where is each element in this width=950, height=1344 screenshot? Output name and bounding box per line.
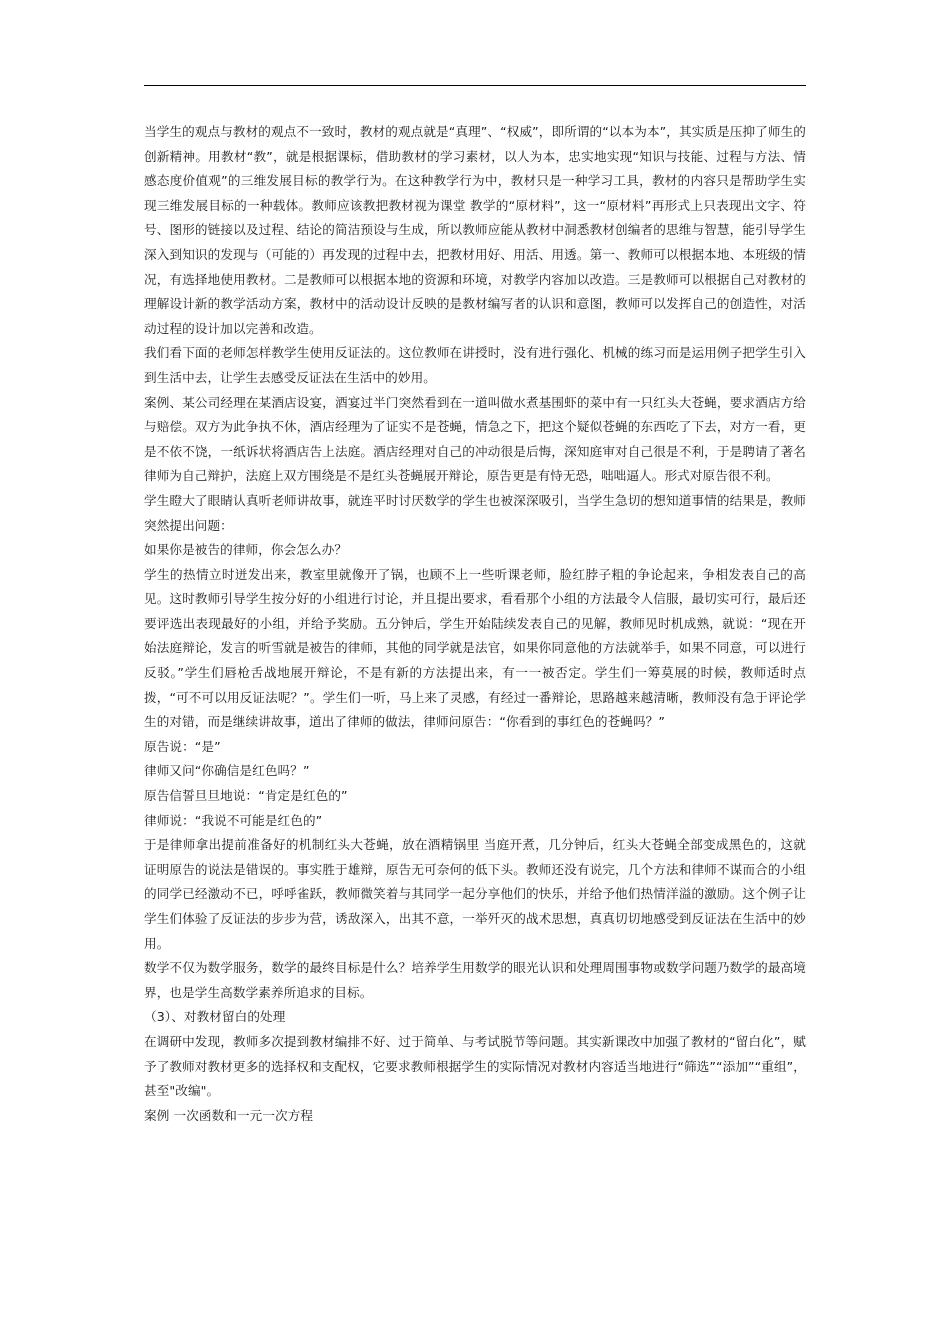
header-rule: [144, 85, 806, 86]
paragraph: 学生的热情立时迸发出来，教室里就像开了锅，也顾不上一些听课老师，脸红脖子粗的争论起来，争相发表自己的高见。这时教师引导学生按分好的小组进行讨论，并且提出要求，看看那个小组的方法最令人信服，最切实可行，最后还要评选出表现最好的小组，并给予奖励。五分钟后，学生开始陆续发表自己的见解，教师见时机成熟，就说：“现在开始法庭辩论，发言的听雪就是被告的律师，其他的同学就是法官，如果你同意他的方法就举手，如果不同意，可以进行反驳。”学生们唇枪舌战地展开辩论，不是有新的方法提出来，有一一被否定。学生们一筹莫展的时候，教师适时点拨，“可不可以用反证法呢？”。学生们一听，马上来了灵感，有经过一番辩论，思路越来越清晰，教师没有急于评论学生的对错，而是继续讲故事，道出了律师的做法，律师问原告：“你看到的事红色的苍蝇吗？”: [144, 566, 806, 730]
paragraph: 原告说：“是”: [144, 738, 221, 754]
paragraph: 律师又问“你确信是红色吗？”: [144, 763, 310, 779]
paragraph: 律师说：“我说不可能是红色的”: [144, 812, 323, 828]
paragraph: 原告信誓旦旦地说：“肯定是红色的”: [144, 788, 348, 804]
paragraph: 数学不仅为数学服务，数学的最终目标是什么？培养学生用数学的眼光认识和处理周围事物或数学问题乃数学的最高境界，也是学生高数学素养所追求的目标。: [144, 960, 806, 1000]
paragraph: 如果你是被告的律师，你会怎么办？: [144, 542, 348, 558]
body-text: [144, 120, 806, 1128]
case-heading: 案例 一次函数和一元一次方程: [144, 1107, 314, 1123]
section-heading: （3）、对教材留白的处理: [144, 1009, 286, 1025]
paragraph: 我们看下面的老师怎样教学生使用反证法的。这位教师在讲授时，没有进行强化、机械的练习而是运用例子把学生引入到生活中去，让学生去感受反证法在生活中的妙用。: [144, 345, 806, 385]
paragraph: 案例、某公司经理在某酒店设宴，酒宴过半门突然看到在一道叫做水煮基围虾的菜中有一只红头大苍蝇，要求酒店方给与赔偿。双方为此争执不休，酒店经理为了证实不是苍蝇，情急之下，把这个疑似苍蝇的东西吃了下去，对方一看，更是不依不饶，一纸诉状将酒店告上法庭。酒店经理对自己的冲动很是后悔，深知庭审对自己很是不利，于是聘请了著名律师为自己辩护，法庭上双方围绕是不是红头苍蝇展开辩论，原告更是有恃无恐，咄咄逼人。形式对原告很不利。: [144, 394, 806, 484]
paragraph: 在调研中发现，教师多次提到教材编排不好、过于简单、与考试脱节等问题。其实新课改中加强了教材的“留白化”，赋予了教师对教材更多的选择权和支配权，它要求教师根据学生的实际情况对教材内容适当地进行“筛选”“添加”“重组”，甚至"改编"。: [144, 1033, 806, 1099]
paragraph: 于是律师拿出提前准备好的机制红头大苍蝇，放在酒精锅里 当庭开煮，几分钟后，红头大苍蝇全部变成黑色的，这就证明原告的说法是错误的。事实胜于雄辩，原告无可奈何的低下头。教师还没有说完，几个方法和律师不谋而合的小组的同学已经激动不已，呼呼雀跃，教师微笑着与其同学一起分享他们的快乐，并给予他们热情洋溢的激励。这个例子让学生们体验了反证法的步步为营，诱敌深入，出其不意，一举歼灭的战术思想，真真切切地感受到反证法在生活中的妙用。: [144, 837, 806, 951]
paragraph: 当学生的观点与教材的观点不一致时，教材的观点就是“真理”、“权威”，即所谓的“以本为本”，其实质是压抑了师生的创新精神。用教材“教”，就是根据课标，借助教材的学习素材，以人为本，忠实地实现“知识与技能、过程与方法、情感态度价值观”的三维发展目标的教学行为。在这种教学行为中，教材只是一种学习工具，教材的内容只是帮助学生实现三维发展目标的一种载体。教师应该教把教材视为课堂 教学的“原材料”，这一“原材料”再形式上只表现出文字、符号、图形的链接以及过程、结论的简洁预设与生成，所以教师应能从教材中洞悉教材创编者的思维与智慧，能引导学生深入到知识的发现与（可能的）再发现的过程中去，把教材用好、用活、用透。第一、教师可以根据本地、本班级的情况，有选择地使用教材。二是教师可以根据本地的资源和环境，对教学内容加以改造。三是教师可以根据自己对教材的理解设计新的教学活动方案，教材中的活动设计反映的是教材编写者的认识和意图，教师可以发挥自己的创造性，对活动过程的设计加以完善和改造。: [144, 124, 806, 336]
paragraph: 学生瞪大了眼睛认真听老师讲故事，就连平时讨厌数学的学生也被深深吸引，当学生急切的想知道事情的结果是，教师突然提出问题：: [144, 492, 806, 533]
